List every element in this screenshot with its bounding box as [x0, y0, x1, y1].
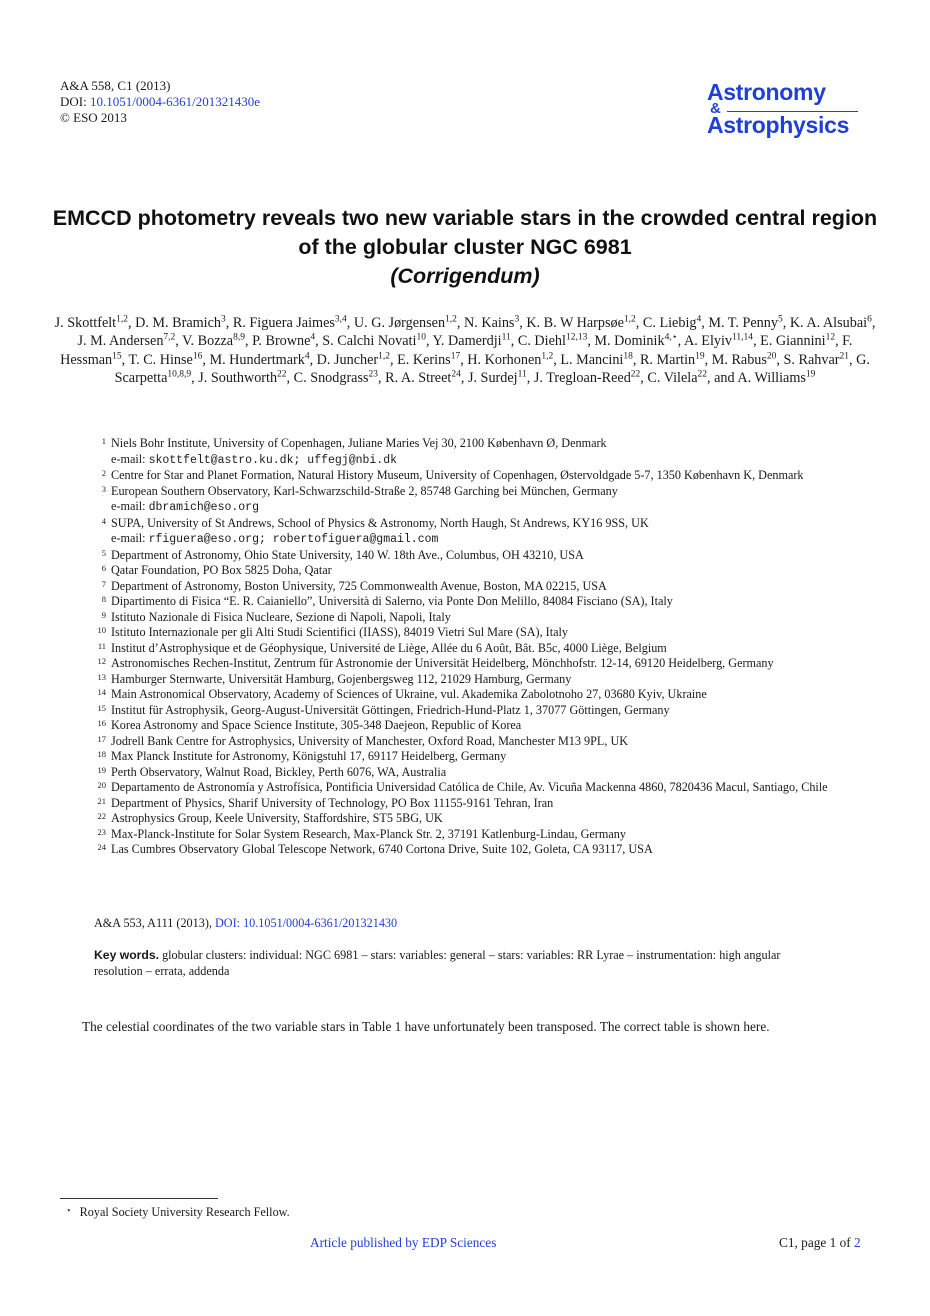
- author-name: C. Liebig: [642, 315, 697, 331]
- affiliation-text: Jodrell Bank Centre for Astrophysics, University of Manchester, Oxford Road, Manchester M13 9PL, UK: [111, 733, 629, 748]
- affiliation-text: Hamburger Sternwarte, Universität Hamburg, Gojenbergsweg 112, 21029 Hamburg, Germany: [111, 671, 572, 686]
- affiliation-text: Centre for Star and Planet Formation, Natural History Museum, University of Copenhagen, Østervoldgade 5-7, 1350 København K, Denmark: [111, 468, 804, 482]
- affiliation-number: 4: [101, 515, 106, 526]
- doi-link[interactable]: 10.1051/0004-6361/201321430e: [89, 94, 261, 109]
- author: [385, 370, 461, 386]
- affiliation-item: [94, 563, 854, 579]
- author-name: C. Diehl: [517, 333, 566, 350]
- author-name: J. Surdej: [467, 370, 518, 387]
- author: [322, 333, 426, 349]
- affiliation-item: [94, 734, 854, 750]
- logo-rule: [727, 111, 858, 112]
- affiliation-number: 13: [97, 671, 106, 682]
- affiliation-number: 7: [101, 578, 106, 589]
- author-list: J. Skottfelt$^{1,2}$, D. M. Bramich$^3$, R. Figuera Jaimes$^{3,4}$, U. G. Jørgensen$^{1,2}$, N. Kains$^3$, K. B. W Harpsøe$^{1,2}$, C. Liebig$^4$, M. T. Penny$^5$, K. A. Alsubai$^6$, J. M. Andersen$^{7,2}$, V. Bozza$^{8,9}$, P. Browne$^4$, S. Calchi Novati$^{10}$, Y. Damerdji$^{11}$, C. Diehl$^{12,13}$, M. Dominik$^{4,⋆}$, A. Elyiv$^{11,14}$, E. Giannini$^{12}$, F. Hessman$^{15}$, T. C. Hinse$^{16}$, M. Hundertmark$^4$, D. Juncher$^{1,2}$, E. Kerins$^{17}$, H. Korhonen$^{1,2}$, L. Mancini$^{18}$, R. Martin$^{19}$, M. Rabus$^{20}$, S. Rahvar$^{21}$, G. Scarpetta$^{10,8,9}$, J. Southworth$^{22}$, C. Snodgrass$^{23}$, R. A. Street$^{24}$, J. Surdej$^{11}$, J. Tregloan-Reed$^{22}$, C. Vilela$^{22}$, and A. Williams$^{19}$: [54, 314, 876, 387]
- author-affiliation-mark: 21: [839, 351, 849, 362]
- affiliation-text: Istituto Internazionale per gli Alti Studi Scientifici (IIASS), 84019 Vietri Sul Mare (SA), Italy: [111, 625, 569, 639]
- author-affiliation-mark: 17: [450, 351, 461, 362]
- author-name: L. Mancini: [560, 351, 624, 368]
- email-label: e-mail:: [111, 531, 149, 545]
- affiliation-number: 3: [101, 483, 106, 494]
- author-name: J. Southworth: [198, 370, 278, 387]
- page-number: [779, 1235, 861, 1251]
- author: [760, 333, 835, 349]
- author: [55, 315, 128, 331]
- author-name: E. Giannini: [760, 333, 826, 350]
- author-affiliation-mark: 22: [630, 369, 641, 380]
- author: [708, 315, 782, 331]
- author-name: C. Snodgrass: [293, 370, 369, 387]
- author-name: A. Williams: [737, 370, 806, 387]
- author-affiliation-mark: 18: [623, 351, 633, 362]
- author: [397, 352, 460, 368]
- author-affiliation-mark: 11: [501, 332, 511, 343]
- author: [560, 352, 633, 368]
- affiliation-number: 14: [97, 687, 106, 697]
- page-total-link[interactable]: 2: [853, 1235, 861, 1250]
- author-affiliation-mark: 10,8,9: [167, 369, 192, 380]
- author-affiliation-mark: 20: [766, 351, 777, 362]
- affiliation-item: [94, 796, 854, 812]
- author-affiliation-mark: 6: [867, 314, 872, 325]
- affiliation-number: 21: [97, 795, 106, 806]
- reference-text: A&A 553, A111 (2013),: [94, 916, 215, 930]
- affiliation-item: [94, 703, 854, 719]
- published-by-link[interactable]: Article published by EDP Sciences: [310, 1235, 497, 1250]
- author-name: K. B. W Harpsøe: [526, 315, 624, 331]
- affiliation-number: 17: [97, 733, 106, 744]
- affiliation-item: [94, 436, 854, 468]
- author-affiliation-mark: 4: [304, 351, 310, 362]
- affiliation-email-line: [111, 452, 854, 469]
- author: [526, 315, 635, 331]
- author-name: J. M. Andersen: [77, 333, 164, 350]
- affiliation-item: [94, 811, 854, 827]
- affiliation-text: Niels Bohr Institute, University of Copenhagen, Juliane Maries Vej 30, 2100 København Ø, Denmark: [111, 436, 607, 450]
- author: [464, 315, 519, 331]
- publisher-link[interactable]: [310, 1235, 496, 1251]
- author-affiliation-mark: 22: [697, 369, 708, 380]
- affiliation-text: European Southern Observatory, Karl-Schwarzschild-Straße 2, 85748 Garching bei München, Germany: [111, 483, 618, 498]
- author-affiliation-mark: 3: [514, 314, 520, 325]
- footnote-text: Royal Society University Research Fellow.: [79, 1205, 290, 1219]
- author: [784, 352, 849, 368]
- author-affiliation-mark: 22: [277, 369, 287, 380]
- affiliation-item: [94, 484, 854, 516]
- affiliation-item: [94, 827, 854, 843]
- affiliation-item: [94, 468, 854, 484]
- affiliation-item: [94, 625, 854, 641]
- doi-line: [60, 94, 260, 110]
- author-name: T. C. Hinse: [128, 351, 193, 368]
- author-name: M. Rabus: [711, 351, 767, 368]
- author: [128, 352, 202, 368]
- keywords-label: Key words.: [94, 948, 160, 962]
- logo-astronomy: Astronomy: [707, 79, 826, 105]
- author: [684, 333, 753, 349]
- affiliation-item: [94, 749, 854, 765]
- author-name: S. Rahvar: [783, 351, 840, 368]
- author-name: E. Kerins: [397, 351, 451, 368]
- affiliation-number: 11: [97, 640, 106, 651]
- author: [252, 333, 315, 349]
- author: [467, 352, 553, 368]
- author-affiliation-mark: 11,14: [732, 332, 754, 343]
- author-name: D. M. Bramich: [135, 315, 221, 331]
- author-name: P. Browne: [252, 333, 311, 350]
- author-name: D. Juncher: [316, 351, 379, 368]
- affiliation-number: 15: [97, 702, 106, 713]
- author: [534, 370, 640, 386]
- author: [468, 370, 527, 386]
- author: [294, 370, 378, 386]
- affiliation-item: [94, 842, 854, 858]
- keywords-text: globular clusters: individual: NGC 6981 – stars: variables: general – stars: variables: RR Lyrae – instrumentation: high angular resolution – errata, addenda: [94, 948, 781, 978]
- affiliation-text: Max Planck Institute for Astronomy, Königstuhl 17, 69117 Heidelberg, Germany: [111, 749, 507, 763]
- affiliation-text: Astronomisches Rechen-Institut, Zentrum für Astronomie der Universität Heidelberg, Mönchhofstr. 12-14, 69120 Heidelberg, Germany: [111, 656, 774, 670]
- author-affiliation-mark: 4: [696, 314, 702, 325]
- footnote-rule: [60, 1198, 218, 1199]
- affiliation-item: [94, 548, 854, 564]
- affiliation-number: 19: [97, 764, 106, 775]
- affiliation-list: [94, 436, 854, 858]
- author-affiliation-mark: 11: [517, 369, 527, 380]
- author-name: R. A. Street: [385, 370, 452, 387]
- author-name: J. Tregloan-Reed: [533, 370, 631, 387]
- author-name: N. Kains: [464, 315, 515, 331]
- author-affiliation-mark: 4,⋆: [664, 332, 678, 343]
- affiliation-text: Department of Physics, Sharif University of Technology, PO Box 11155-9161 Tehran, Iran: [111, 795, 554, 810]
- author-name: V. Bozza: [182, 333, 234, 350]
- author-affiliation-mark: 19: [805, 369, 816, 380]
- body-paragraph: The celestial coordinates of the two variable stars in Table 1 have unfortunately been transposed. The correct table is shown here.: [82, 1019, 770, 1034]
- affiliation-text: Institut für Astrophysik, Georg-August-Universität Göttingen, Friedrich-Hund-Platz 1, 37077 Göttingen, Germany: [111, 702, 670, 717]
- author-affiliation-mark: 1,2: [623, 314, 636, 325]
- author: [135, 315, 226, 331]
- affiliation-item: [94, 656, 854, 672]
- reference-doi-link[interactable]: DOI: 10.1051/0004-6361/201321430: [214, 916, 398, 930]
- author-name: G. Scarpetta: [114, 351, 870, 387]
- affiliation-text: Istituto Nazionale di Fisica Nucleare, Sezione di Napoli, Napoli, Italy: [111, 609, 451, 624]
- author-name: U. G. Jørgensen: [353, 315, 446, 331]
- author: [78, 333, 176, 349]
- author-name: A. Elyiv: [683, 333, 733, 350]
- doi-label: DOI:: [60, 94, 90, 109]
- affiliation-item: [94, 641, 854, 657]
- affiliation-number: 20: [97, 780, 106, 790]
- author-name: M. Dominik: [594, 333, 665, 350]
- copyright: © ESO 2013: [60, 110, 127, 125]
- affiliation-item: [94, 780, 854, 796]
- keywords: [94, 948, 824, 979]
- author: [317, 352, 390, 368]
- author: [790, 315, 872, 331]
- author-affiliation-mark: 15: [112, 351, 122, 362]
- affiliation-number: 2: [101, 468, 106, 478]
- author-conjunction: and: [714, 370, 735, 387]
- title-main: EMCCD photometry reveals two new variable stars in the crowded central region of the globular cluster NGC 6981: [52, 206, 878, 259]
- author-affiliation-mark: 3: [221, 314, 226, 325]
- affiliation-number: 8: [101, 594, 106, 604]
- author-name: R. Figuera Jaimes: [232, 315, 335, 331]
- affiliation-text: Department of Astronomy, Boston University, 725 Commonwealth Avenue, Boston, MA 02215, USA: [111, 578, 607, 593]
- author-affiliation-mark: 1,2: [116, 314, 128, 325]
- author: [518, 333, 587, 349]
- author-name: K. A. Alsubai: [789, 315, 868, 331]
- affiliation-number: 5: [101, 547, 106, 558]
- author: [647, 370, 707, 386]
- author-affiliation-mark: 12: [825, 332, 836, 343]
- author: [737, 370, 815, 386]
- footnote-mark: ⋆: [66, 1205, 72, 1215]
- author-name: Y. Damerdji: [432, 333, 502, 350]
- email-address[interactable]: skottfelt@astro.ku.dk; uffegj@nbi.dk: [148, 453, 398, 467]
- author-name: J. Skottfelt: [54, 315, 117, 331]
- author-name: H. Korhonen: [467, 351, 542, 368]
- author: [182, 333, 245, 349]
- affiliation-text: Dipartimento di Fisica “E. R. Caianiello”, Università di Salerno, via Ponte Don Melillo, 84084 Fisciano (SA), Italy: [111, 594, 673, 608]
- affiliation-text: Department of Astronomy, Ohio State University, 140 W. 18th Ave., Columbus, OH 43210, USA: [111, 547, 584, 562]
- author-affiliation-mark: 1,2: [541, 351, 554, 362]
- header-citation-block: [60, 78, 260, 126]
- author-affiliation-mark: 10: [416, 332, 426, 343]
- author-affiliation-mark: 1,2: [378, 351, 390, 362]
- affiliation-text: Institut d’Astrophysique et de Géophysique, Université de Liège, Allée du 6 Août, Bât. B5c, 4000 Liège, Belgium: [111, 640, 667, 655]
- affiliation-item: [94, 594, 854, 610]
- title-sub: (Corrigendum): [390, 264, 540, 288]
- affiliation-text: Departamento de Astronomía y Astrofísica, Pontificia Universidad Católica de Chile, Av. Vicuña Mackenna 4860, 7820436 Macul, Santiago, Chile: [111, 780, 828, 794]
- email-address[interactable]: dbramich@eso.org: [148, 501, 259, 514]
- journal-logo: [707, 80, 849, 137]
- email-label: e-mail:: [111, 451, 149, 466]
- affiliation-text: Qatar Foundation, PO Box 5825 Doha, Qatar: [111, 563, 332, 577]
- author-name: F. Hessman: [60, 333, 853, 368]
- author: [640, 352, 705, 368]
- affiliation-number: 10: [97, 625, 106, 635]
- email-address[interactable]: rfiguera@eso.org; robertofiguera@gmail.com: [148, 533, 439, 546]
- footnote: [66, 1205, 290, 1220]
- affiliation-text: SUPA, University of St Andrews, School of Physics & Astronomy, North Haugh, St Andrews, KY16 9SS, UK: [111, 515, 649, 530]
- affiliation-number: 23: [97, 826, 106, 837]
- author: [594, 333, 677, 349]
- author-affiliation-mark: 12,13: [565, 332, 588, 343]
- author: [198, 370, 286, 386]
- author-affiliation-mark: 3,4: [334, 314, 347, 325]
- affiliation-item: [94, 718, 854, 734]
- affiliation-number: 1: [101, 436, 106, 446]
- affiliation-item: [94, 610, 854, 626]
- author-name: M. T. Penny: [708, 315, 778, 331]
- affiliation-number: 22: [97, 811, 106, 821]
- author: [712, 352, 777, 368]
- author-affiliation-mark: 5: [777, 314, 783, 325]
- affiliation-number: 18: [97, 749, 106, 759]
- author: [433, 333, 511, 349]
- affiliation-text: Las Cumbres Observatory Global Telescope Network, 6740 Cortona Drive, Suite 102, Goleta, CA 93117, USA: [111, 842, 653, 856]
- author-affiliation-mark: 7,2: [163, 332, 176, 343]
- affiliation-number: 16: [97, 718, 106, 728]
- affiliation-text: Perth Observatory, Walnut Road, Bickley, Perth 6076, WA, Australia: [111, 764, 447, 779]
- affiliation-number: 9: [101, 609, 106, 620]
- author-affiliation-mark: 16: [192, 351, 203, 362]
- affiliation-email-line: [111, 531, 854, 548]
- affiliation-text: Main Astronomical Observatory, Academy of Sciences of Ukraine, vul. Akademika Zabolotnoho 27, 03680 Kyiv, Ukraine: [111, 687, 707, 701]
- author-name: M. Hundertmark: [209, 351, 305, 368]
- journal-citation: A&A 558, C1 (2013): [60, 78, 171, 93]
- affiliation-text: Astrophysics Group, Keele University, Staffordshire, ST5 5BG, UK: [111, 811, 443, 825]
- author-name: C. Vilela: [647, 370, 698, 387]
- page-prefix: C1, page 1 of: [779, 1235, 854, 1250]
- original-reference: [94, 916, 397, 931]
- paper-title: [40, 204, 890, 291]
- author: [354, 315, 457, 331]
- affiliation-number: 12: [97, 656, 106, 666]
- affiliation-email-line: [111, 499, 854, 516]
- author: [233, 315, 347, 331]
- author: [643, 315, 701, 331]
- affiliation-item: [94, 516, 854, 548]
- author-affiliation-mark: 23: [368, 369, 379, 380]
- author-name: R. Martin: [639, 351, 696, 368]
- affiliation-item: [94, 687, 854, 703]
- affiliation-text: Max-Planck-Institute for Solar System Research, Max-Planck Str. 2, 37191 Katlenburg-Lindau, Germany: [111, 826, 626, 841]
- affiliation-item: [94, 579, 854, 595]
- affiliation-item: [94, 765, 854, 781]
- author: [209, 352, 309, 368]
- author-affiliation-mark: 8,9: [233, 332, 245, 343]
- affiliation-text: Korea Astronomy and Space Science Institute, 305-348 Daejeon, Republic of Korea: [111, 718, 522, 732]
- author-affiliation-mark: 1,2: [445, 314, 457, 325]
- author-affiliation-mark: 4: [310, 332, 316, 343]
- affiliation-item: [94, 672, 854, 688]
- affiliation-number: 6: [101, 563, 106, 573]
- logo-ampersand: &: [710, 100, 721, 117]
- author-affiliation-mark: 19: [695, 351, 705, 362]
- logo-astrophysics: Astrophysics: [707, 112, 850, 138]
- affiliation-number: 24: [97, 842, 106, 852]
- email-label: e-mail:: [111, 499, 149, 513]
- author-name: S. Calchi Novati: [322, 333, 417, 350]
- author-affiliation-mark: 24: [451, 369, 461, 380]
